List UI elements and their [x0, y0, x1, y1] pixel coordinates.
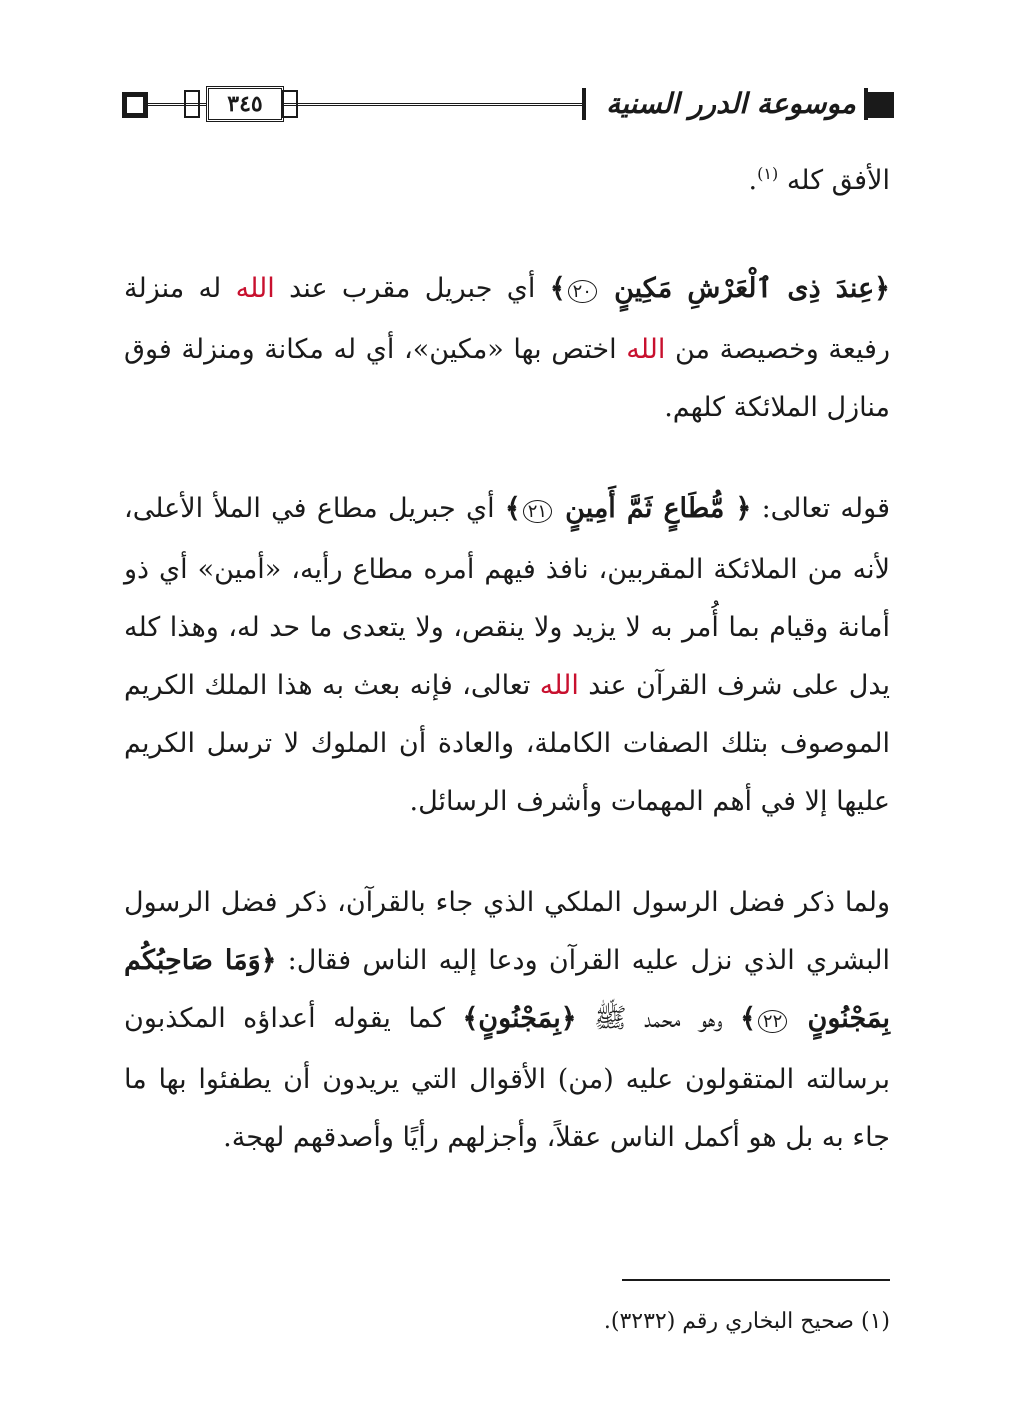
paragraph — [124, 480, 890, 831]
ayah-number: ٢١ — [523, 500, 552, 523]
paragraph — [124, 152, 890, 210]
text-segment: كما يقوله أعداؤه المكذبون برسالته المتقولون عليه (من) الأقوال التي يريدون أن يطفئوا بها ما جاء به بل هو أكمل الناس عقلاً، وأجزلهم رأيًا وأصدقهم لهجة. — [124, 1003, 890, 1153]
header-ornament-left — [122, 92, 148, 118]
ayah-number: ٢٠ — [568, 280, 597, 303]
quran-quote: ﴾ — [549, 273, 566, 304]
quran-quote: ﴿ مُّطَاعٍ ثَمَّ أَمِينٍ — [554, 493, 752, 524]
text-segment: قوله تعالى: — [751, 493, 890, 524]
header-divider — [582, 88, 586, 120]
header-knot-ornament — [184, 90, 200, 118]
footnote: (١) صحيح البخاري رقم (٣٢٣٢). — [603, 1309, 890, 1334]
text-segment: تعالى، فإنه بعث به هذا الملك الكريم الموصوف بتلك الصفات الكاملة، والعادة أن الملوك لا ترسل الكريم عليها إلا في أهم المهمات وأشرف الرسائل. — [124, 670, 890, 817]
paragraph — [124, 260, 890, 437]
header-rule — [284, 103, 584, 106]
text-segment: وهو محمد ﷺ — [576, 1003, 741, 1034]
text-segment: أي جبريل مقرب عند — [274, 273, 550, 304]
paragraph — [124, 874, 890, 1167]
text-segment: . — [748, 165, 758, 196]
quran-quote: ﴿وَمَا صَاحِبُكُم بِمَجْنُونٍ — [124, 945, 890, 1034]
page-header — [122, 84, 894, 126]
text-segment: ولما ذكر فضل الرسول الملكي الذي جاء بالقرآن، ذكر فضل الرسول البشري الذي نزل عليه القرآن ودعا إليه الناس فقال: — [124, 887, 890, 976]
main-text — [124, 152, 890, 1210]
text-segment: الأفق كله — [778, 165, 890, 196]
text-segment: له منزلة رفيعة وخصيصة من — [124, 273, 890, 365]
footnote-separator — [622, 1279, 890, 1281]
ayah-number: ٢٢ — [758, 1010, 787, 1033]
quran-quote: ﴿عِندَ ذِى ٱلْعَرْشِ مَكِينٍ — [598, 273, 891, 304]
quran-quote: ﴿بِمَجْنُونٍ﴾ — [462, 1003, 577, 1034]
quran-quote: ﴾ — [740, 1003, 756, 1034]
quran-quote: ﴾ — [504, 493, 521, 524]
page-number: ٣٤٥ — [206, 86, 284, 122]
footnote-ref: (١) — [757, 164, 779, 183]
text-segment: أي جبريل مطاع في الملأ الأعلى، لأنه من الملائكة المقربين، نافذ فيهم أمره مطاع رأيه، «أمين» أي ذو أمانة وقيام بما أُمر به لا يزيد ولا ينقص، ولا يتعدى ما حد له، وهذا كله يدل على شرف القرآن عند — [124, 493, 891, 701]
text-segment: اختص بها «مكين»، أي له مكانة ومنزلة فوق منازل الملائكة كلهم. — [124, 334, 890, 423]
header-ornament-right — [868, 92, 894, 118]
divine-name: الله — [626, 334, 666, 365]
divine-name: الله — [235, 273, 275, 304]
series-title: موسوعة الدرر السنية — [606, 87, 856, 120]
divine-name: الله — [539, 670, 579, 701]
